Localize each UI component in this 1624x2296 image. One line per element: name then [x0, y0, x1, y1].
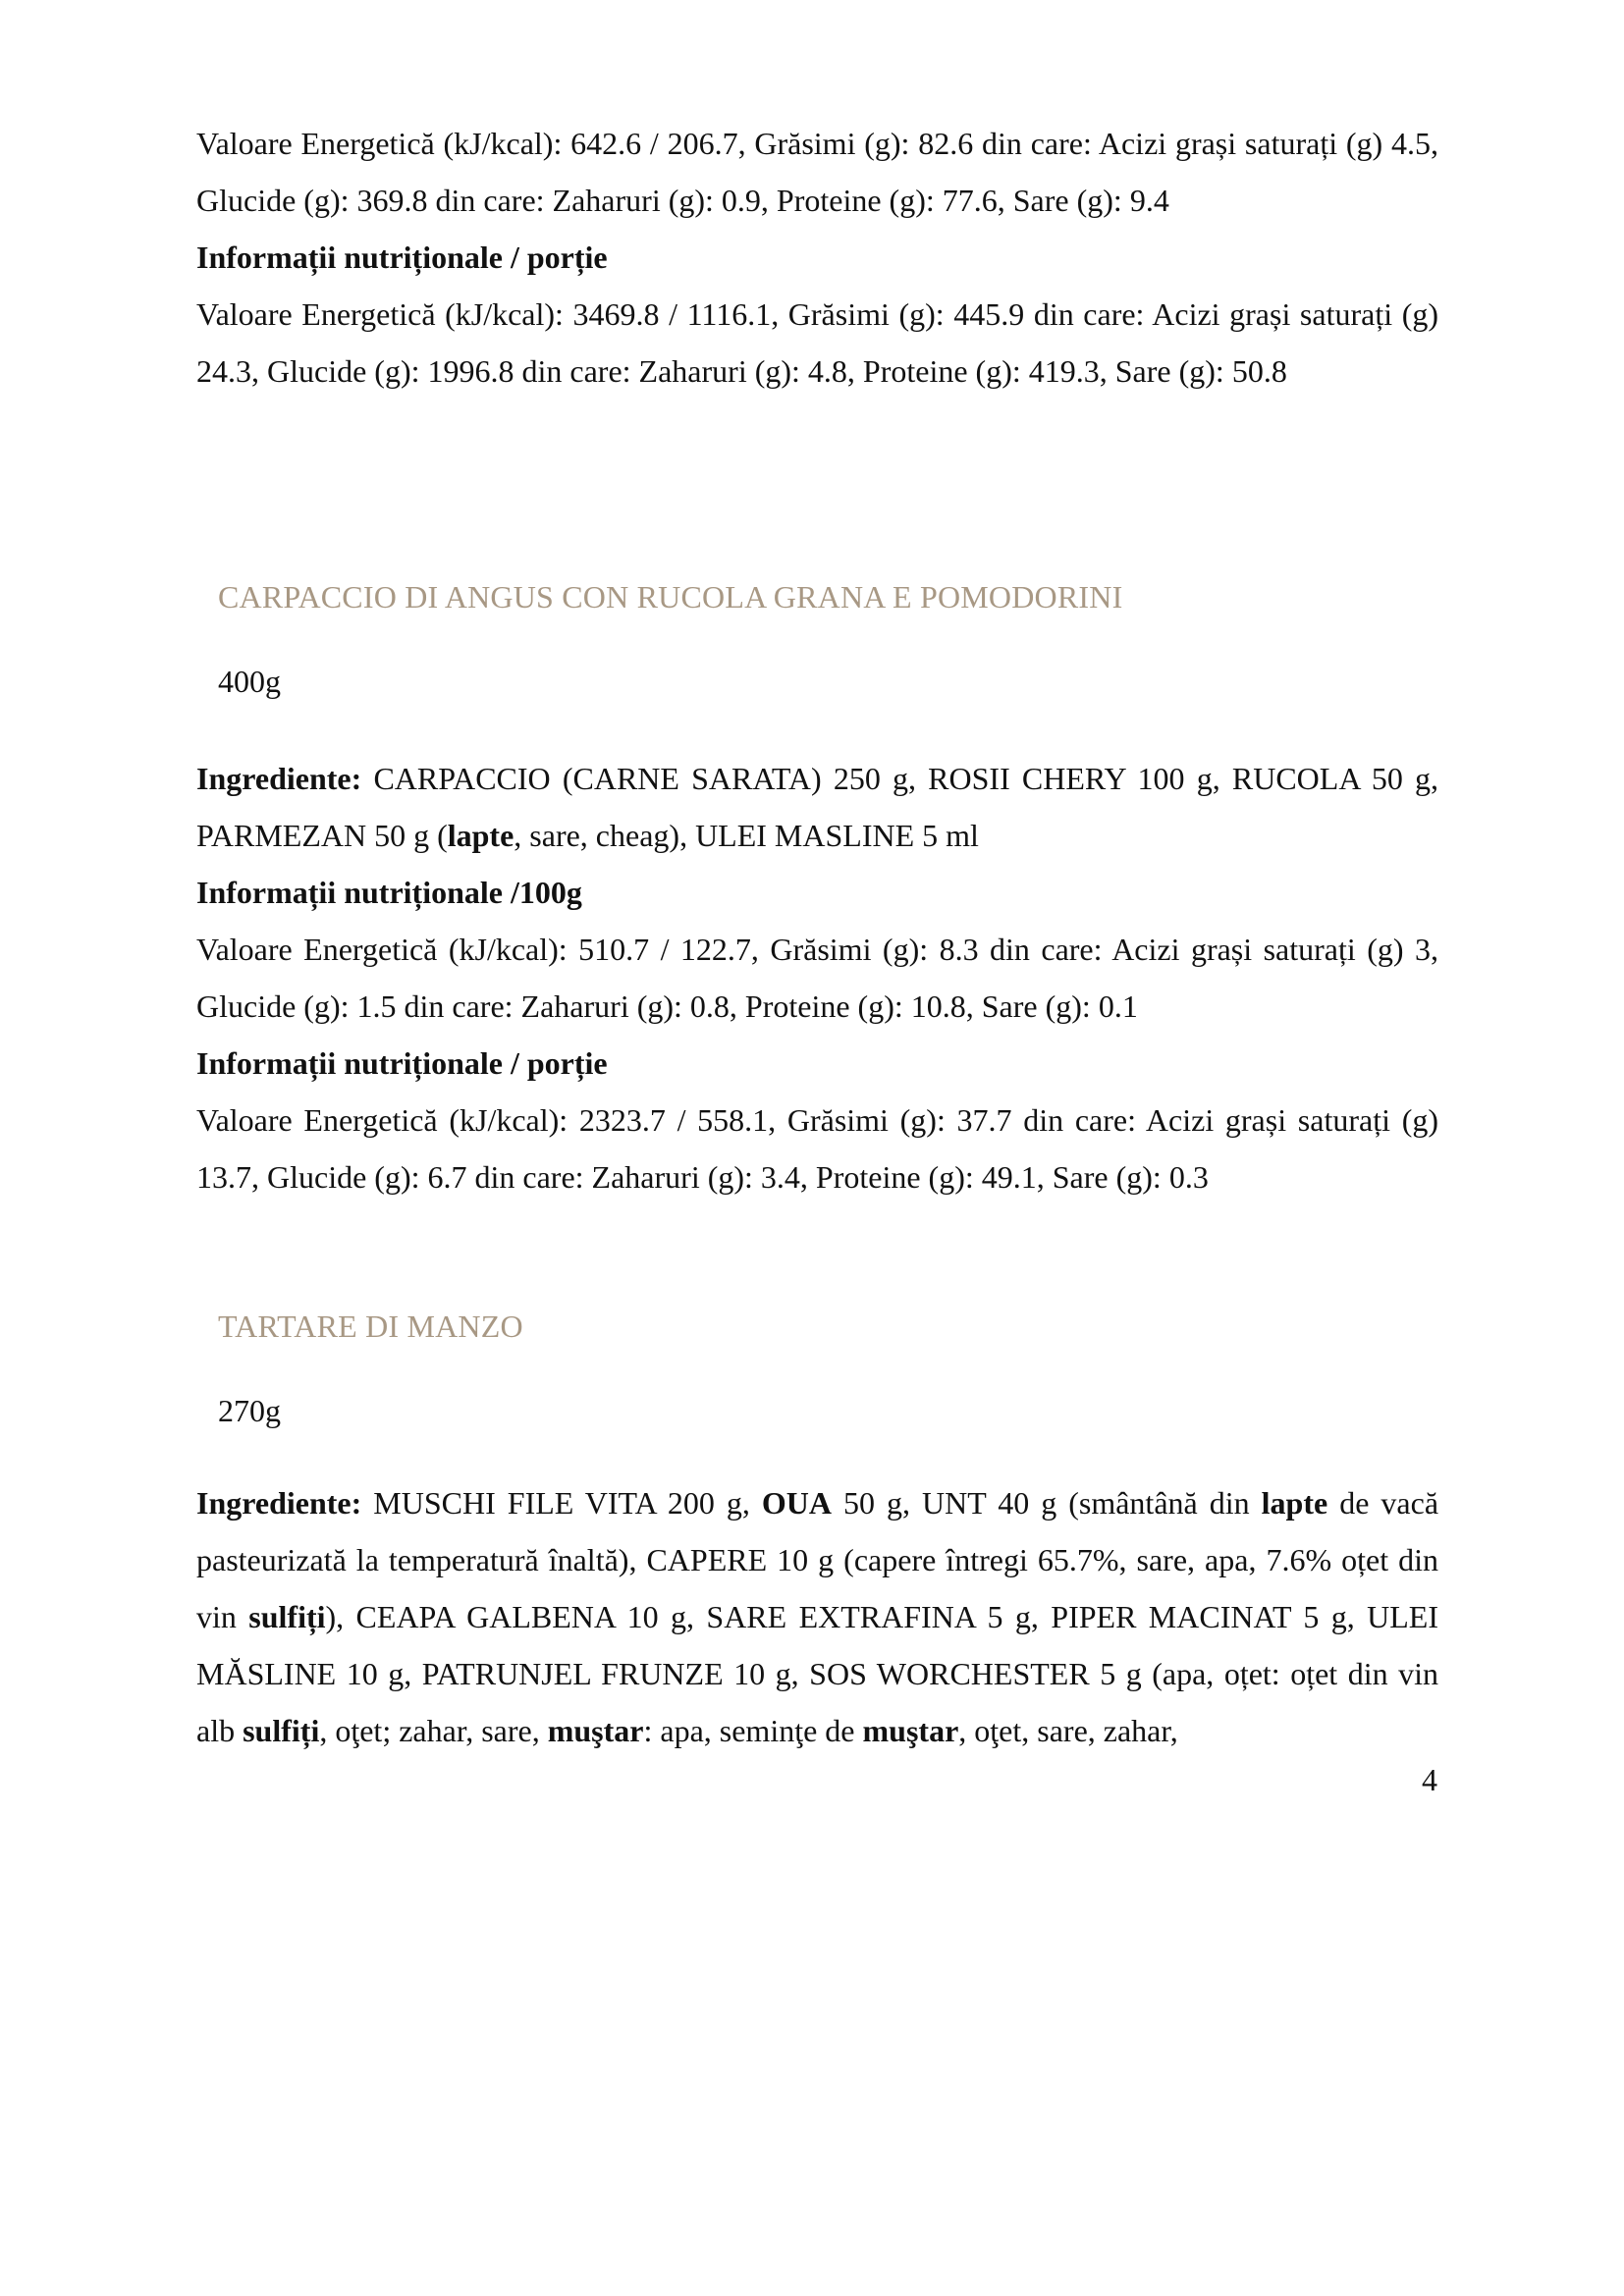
- allergen-sulfiti: sulfiți: [248, 1599, 326, 1634]
- ingredients-text: , oţet; zahar, sare,: [319, 1713, 548, 1748]
- ingredients-text: ), CEAPA GALBENA 10 g, SARE EXTRAFINA 5 g, PIPER MACINAT 5 g, ULEI MĂSLINE 10 g, PATRUNJEL FRUNZE 10 g, SOS WORCHESTER 5 g (apa, oțet: oțet din vin alb: [196, 1599, 1439, 1748]
- ingredients-text: de vacă pasteurizată la temperatură înaltă), CAPERE 10 g (capere întregi 65.7%, sare, apa, 7.6% oțet din vin: [196, 1485, 1439, 1634]
- nutrition-100g-continued: Valoare Energetică (kJ/kcal): 642.6 / 206.7, Grăsimi (g): 82.6 din care: Acizi grași saturați (g) 4.5, Glucide (g): 369.8 din care: Zaharuri (g): 0.9, Proteine (g): 77.6, Sare (g): 9.4: [196, 126, 1438, 218]
- allergen-lapte: lapte: [447, 818, 514, 853]
- carpaccio-title: CARPACCIO DI ANGUS CON RUCOLA GRANA E POMODORINI: [218, 579, 1123, 614]
- ingredients-text: CARPACCIO (CARNE SARATA) 250 g, ROSII CHERY 100 g, RUCOLA 50 g, PARMEZAN 50 g (: [196, 761, 1438, 853]
- ingredients-text: , sare, cheag), ULEI MASLINE 5 ml: [514, 818, 979, 853]
- portion-nutrition-heading: Informații nutriționale / porție: [196, 240, 608, 275]
- tartare-ingredients: [196, 1474, 1438, 1759]
- portion-nutrition-heading: Informații nutriționale / porție: [196, 1045, 608, 1081]
- allergen-sulfiti: sulfiți: [243, 1713, 320, 1748]
- ingredients-text: : apa, seminţe de: [643, 1713, 863, 1748]
- carpaccio-details: [196, 750, 1438, 1205]
- page-number: 4: [1422, 1762, 1437, 1797]
- ingredients-text: , oţet, sare, zahar,: [958, 1713, 1178, 1748]
- tartare-weight: 270g: [218, 1393, 281, 1428]
- carpaccio-weight: 400g: [218, 664, 281, 699]
- nutrition-100g-heading: Informații nutriționale /100g: [196, 875, 582, 910]
- tartare-title: TARTARE DI MANZO: [218, 1308, 523, 1344]
- allergen-oua: OUA: [761, 1485, 832, 1521]
- ingredients-label: Ingrediente:: [196, 761, 362, 796]
- ingredients-text: MUSCHI FILE VITA 200 g,: [361, 1485, 762, 1521]
- tartare-details: [196, 1474, 1438, 1759]
- nutrition-100g-values: Valoare Energetică (kJ/kcal): 510.7 / 122.7, Grăsimi (g): 8.3 din care: Acizi grași saturați (g) 3, Glucide (g): 1.5 din care: Zaharuri (g): 0.8, Proteine (g): 10.8, Sare (g): 0.1: [196, 932, 1438, 1024]
- allergen-mustar: muştar: [862, 1713, 959, 1748]
- top-nutrition-section: [196, 115, 1438, 400]
- ingredients-label: Ingrediente:: [196, 1485, 362, 1521]
- allergen-lapte: lapte: [1261, 1485, 1328, 1521]
- carpaccio-ingredients: [196, 750, 1438, 864]
- portion-nutrition-values: Valoare Energetică (kJ/kcal): 2323.7 / 558.1, Grăsimi (g): 37.7 din care: Acizi grași saturați (g) 13.7, Glucide (g): 6.7 din care: Zaharuri (g): 3.4, Proteine (g): 49.1, Sare (g): 0.3: [196, 1102, 1438, 1195]
- ingredients-text: 50 g, UNT 40 g (smântână din: [831, 1485, 1262, 1521]
- allergen-mustar: muştar: [547, 1713, 644, 1748]
- portion-nutrition-values: Valoare Energetică (kJ/kcal): 3469.8 / 1116.1, Grăsimi (g): 445.9 din care: Acizi grași saturați (g) 24.3, Glucide (g): 1996.8 din care: Zaharuri (g): 4.8, Proteine (g): 419.3, Sare (g): 50.8: [196, 296, 1438, 389]
